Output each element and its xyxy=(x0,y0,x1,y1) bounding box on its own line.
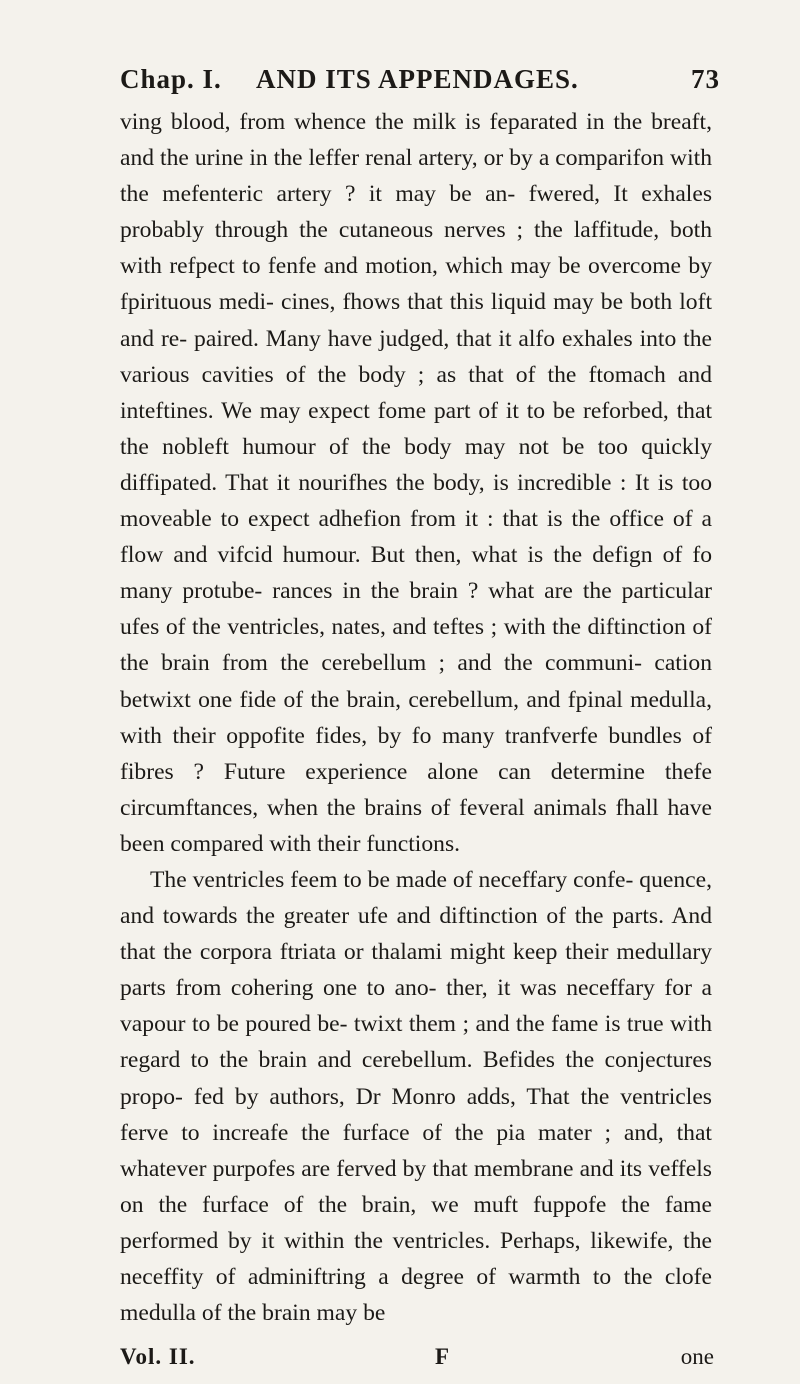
paragraph-continued: ving blood, from whence the milk is feparated in the breaft, and the urine in the leffer renal artery, or by a comparifon with the mefenteric artery ? it may be an- fwered, It exhales probably through the cutaneous nerves ; the laffitude, both with refpect to fenfe and motion, which may be overcome by fpirituous medi- cines, fhows that this liquid may be both loft and re- paired. Many have judged, that it alfo exhales into the various cavities of the body ; as that of the ftomach and inteftines. We may expect fome part of it to be reforbed, that the nobleft humour of the body may not be too quickly diffipated. That it nourifhes the body, is incredible : It is too moveable to expect adhefion from it : that is the office of a flow and vifcid humour. But then, what is the defign of fo many protube- rances in the brain ? what are the particular ufes of the ventricles, nates, and teftes ; with the diftinction of the brain from the cerebellum ; and the communi- cation betwixt one fide of the brain, cerebellum, and fpinal medulla, with their oppofite fides, by fo many tranfverfe bundles of fibres ? Future experience alone can determine thefe circumftances, when the brains of feveral animals fhall have been compared with their functions. xyxy=(120,109,712,857)
signature-line xyxy=(120,1344,714,1374)
signature-mark: F xyxy=(435,1344,450,1369)
volume-label: Vol. II. xyxy=(120,1344,196,1369)
chapter-label: Chap. I. xyxy=(120,64,222,94)
catchword: one xyxy=(680,1344,714,1369)
running-head xyxy=(120,64,720,104)
running-title: AND ITS APPENDAGES. xyxy=(256,64,579,94)
page-number: 73 xyxy=(691,64,720,94)
paragraph-ventricles: The ventricles feem to be made of neceffary confe- quence, and towards the greater ufe and diftinction of the parts. And that the corpora ftriata or thalami might keep their medullary parts from cohering one to ano- ther, it was neceffary for a vapour to be poured be- twixt them ; and the fame is true with regard to the brain and cerebellum. Befides the conjectures propo- fed by authors, Dr Monro adds, That the ventricles ferve to increafe the furface of the pia mater ; and, that whatever purpofes are ferved by that membrane and its veffels on the furface of the brain, we muft fuppofe the fame performed by it within the ventricles. Perhaps, likewife, the neceffity of adminiftring a degree of warmth to the clofe medulla of the brain may be xyxy=(120,866,712,1327)
body-text xyxy=(120,104,712,1331)
